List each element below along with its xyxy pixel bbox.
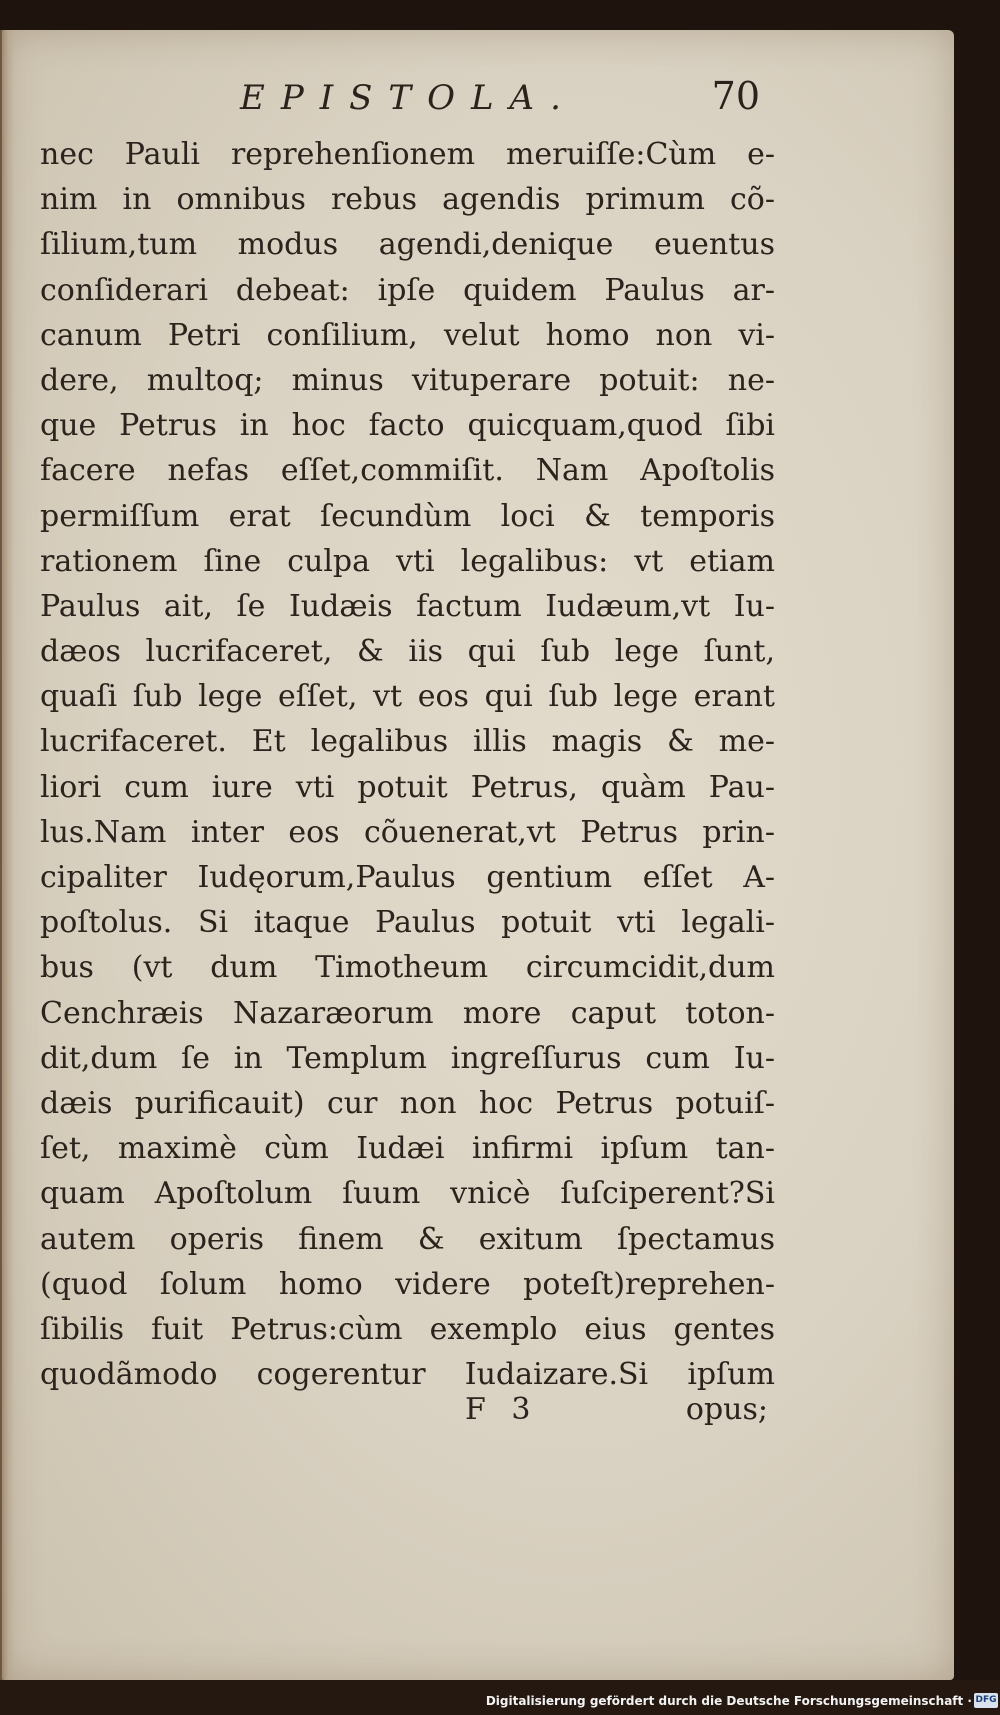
dfg-logo: DFG	[974, 1693, 998, 1708]
text-line: ſilium,tum modus agendi,denique euentus	[40, 227, 775, 263]
page-gutter-shadow	[0, 30, 14, 1680]
text-line: nec Pauli reprehenſionem meruiſſe:Cùm e-	[40, 137, 775, 172]
text-line: quam Apoſtolum ſuum vnicè ſuſciperent?Si	[40, 1176, 775, 1212]
text-line: facere nefas eſſet,commiſit. Nam Apoſtolis	[40, 453, 775, 489]
text-line: lucrifaceret. Et legalibus illis magis & me-	[40, 724, 775, 760]
text-line: ſibilis fuit Petrus:cùm exemplo eius gentes	[40, 1311, 775, 1347]
text-line: cipaliter Iudęorum,Paulus gentium eſſet A-	[40, 860, 775, 895]
text-line: conſiderari debeat: ipſe quidem Paulus ar-	[40, 272, 775, 308]
page-header	[40, 74, 760, 130]
page-number: 70	[711, 74, 760, 118]
text-line: lus.Nam inter eos cõuenerat,vt Petrus prin-	[40, 814, 775, 850]
text-line: dit,dum ſe in Templum ingreſſurus cum Iu-	[40, 1040, 775, 1076]
body-text	[40, 132, 775, 1397]
text-line: dere, multoq; minus vituperare potuit: ne-	[40, 362, 775, 398]
text-line: nim in omnibus rebus agendis primum cõ-	[40, 182, 775, 218]
digitization-credit: Digitalisierung gefördert durch die Deutsche Forschungsgemeinschaft ·	[485, 1694, 972, 1708]
text-line: que Petrus in hoc facto quicquam,quod ſibi	[40, 408, 775, 444]
text-line: quaſi ſub lege eſſet, vt eos qui ſub lege erant	[40, 679, 775, 715]
text-line: Paulus ait, ſe Iudæis factum Iudæum,vt Iu-	[40, 588, 775, 624]
text-line: dæos lucrifaceret, & iis qui ſub lege ſunt,	[40, 634, 775, 670]
signature-mark: F 3	[465, 1392, 539, 1427]
page-footer	[40, 1392, 768, 1440]
text-line: permiſſum erat ſecundùm loci & temporis	[40, 498, 775, 534]
text-line: ſet, maximè cùm Iudæi infirmi ipſum tan-	[40, 1131, 775, 1167]
text-line: Cenchræis Nazaræorum more caput toton-	[40, 995, 775, 1031]
text-line: autem operis finem & exitum ſpectamus	[40, 1221, 775, 1257]
text-line: (quod ſolum homo videre poteſt)reprehen-	[40, 1266, 775, 1302]
catchword: opus;	[685, 1392, 768, 1427]
text-line: quodãmodo cogerentur Iudaizare.Si ipſum	[40, 1357, 775, 1393]
text-line: poſtolus. Si itaque Paulus potuit vti legali-	[40, 905, 775, 941]
text-line: dæis purificauit) cur non hoc Petrus potuiſ-	[40, 1085, 775, 1121]
text-line: bus (vt dum Timotheum circumcidit,dum	[40, 950, 775, 986]
text-line: canum Petri conſilium, velut homo non vi-	[40, 317, 775, 353]
text-line: liori cum iure vti potuit Petrus, quàm Pau-	[40, 769, 775, 805]
running-title: EPISTOLA.	[240, 78, 577, 118]
text-line: rationem ſine culpa vti legalibus: vt etiam	[40, 543, 775, 579]
